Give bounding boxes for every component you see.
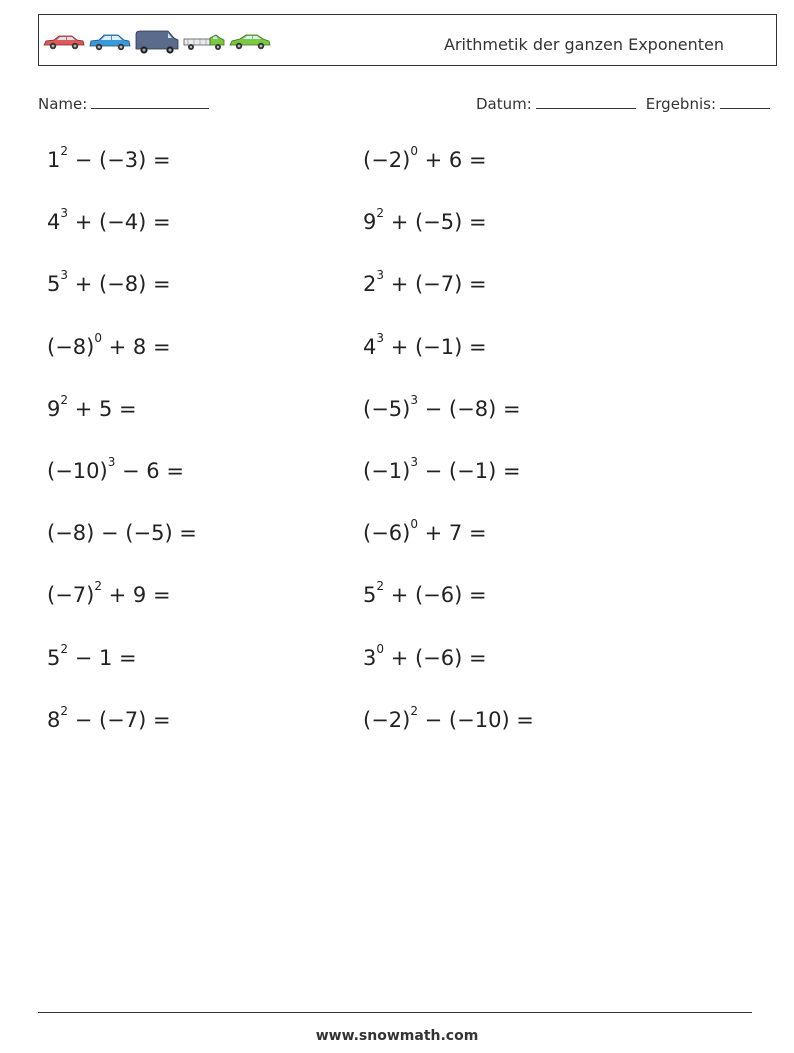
problem-left-9 [47,641,137,670]
problem-exponent: 3 [60,268,69,283]
problem-rest: − (−1) = [417,459,521,483]
problem-left-10 [47,703,171,732]
problem-left-2 [47,206,171,235]
problem-base: (−8) [47,334,95,359]
problem-rest: + (−6) = [384,645,487,670]
problem-rest: − (−10) = [417,707,534,732]
problem-rest: + (−5) = [384,210,487,235]
problem-exponent: 0 [94,330,102,345]
problem-right-6 [363,455,521,483]
pickup-truck-icon [182,32,226,52]
score-blank[interactable] [720,94,770,109]
problem-right-3 [363,268,487,297]
problem-base: 1 [47,148,61,172]
problem-left-1 [47,144,171,172]
problem-base: 2 [363,272,377,297]
problem-exponent: 0 [410,144,418,158]
problem-rest: + (−8) = [68,272,171,297]
footer-divider [38,1012,752,1013]
problem-exponent: 2 [60,641,69,656]
header-box [38,14,777,66]
problem-exponent: 3 [107,455,116,469]
problem-right-8 [363,579,487,608]
problem-rest: + (−6) = [384,583,487,608]
problem-exponent: 3 [60,206,69,221]
problem-exponent: 2 [410,703,418,718]
problem-rest: − (−3) = [68,148,171,172]
problem-exponent: 0 [376,641,385,656]
problem-rest: + 7 = [417,521,487,546]
problem-rest: + 8 = [101,334,171,359]
problem-exponent: 0 [410,517,418,532]
problem-rest: + 9 = [101,583,171,608]
problem-exponent: 3 [410,455,418,469]
date-score-fields [476,94,770,113]
vehicle-strip [42,29,272,55]
problem-left-4 [47,330,171,359]
problem-rest: − 6 = [115,459,184,483]
info-row [38,94,770,116]
problem-base: (−10) [47,459,108,483]
problem-exponent: 3 [376,330,385,345]
problem-exponent: 3 [410,392,418,407]
problem-right-2 [363,206,487,235]
problem-left-7 [47,521,197,545]
problem-rest: + 5 = [68,396,137,421]
problem-rest: + (−1) = [384,334,487,359]
problem-base: 5 [47,272,61,297]
problem-base: 4 [47,210,61,235]
problem-rest: − (−7) = [68,707,171,732]
problem-left-5 [47,392,137,421]
problem-base: 5 [47,645,61,670]
problem-base: (−1) [363,459,411,483]
red-car-icon [42,32,86,52]
problem-right-5 [363,392,521,421]
problem-exponent: 2 [376,579,385,594]
blue-car-icon [88,32,132,52]
problem-exponent: 2 [376,206,385,221]
problem-exponent: 2 [60,392,69,407]
problem-base: 9 [363,210,377,235]
problem-right-9 [363,641,487,670]
date-label: Datum: [476,95,532,113]
name-blank[interactable] [91,94,209,109]
problem-base: (−6) [363,521,411,546]
problem-exponent: 2 [60,703,69,718]
problem-rest: + 6 = [417,148,487,172]
problem-left-6 [47,455,184,483]
problem-left-3 [47,268,171,297]
problem-right-1 [363,144,487,172]
problem-right-4 [363,330,487,359]
date-blank[interactable] [536,94,636,109]
name-label: Name: [38,95,88,113]
green-car-icon [228,32,272,52]
problem-rest: − (−8) = [417,396,521,421]
problem-base: 3 [363,645,377,670]
problem-right-10 [363,703,534,732]
problem-exponent: 2 [94,579,102,594]
problem-base: 8 [47,707,61,732]
problem-base: 4 [363,334,377,359]
problem-rest: + (−7) = [384,272,487,297]
problem-left-8 [47,579,171,608]
problem-exponent: 3 [376,268,385,283]
problem-base: (−7) [47,583,95,608]
problem-base: (−8) − (−5) = [47,521,197,546]
problem-base: (−2) [363,707,411,732]
van-icon [134,29,180,55]
problem-rest: − 1 = [68,645,137,670]
problem-base: 9 [47,396,61,421]
problem-base: (−5) [363,396,411,421]
problem-rest: + (−4) = [68,210,171,235]
problem-right-7 [363,517,487,546]
problem-exponent: 2 [60,144,69,158]
worksheet-title: Arithmetik der ganzen Exponenten [443,35,724,54]
name-field [38,94,209,113]
footer-url: www.snowmath.com [315,1028,479,1044]
problem-base: 5 [363,583,377,608]
score-label: Ergebnis: [645,95,716,113]
problem-base: (−2) [363,148,411,172]
